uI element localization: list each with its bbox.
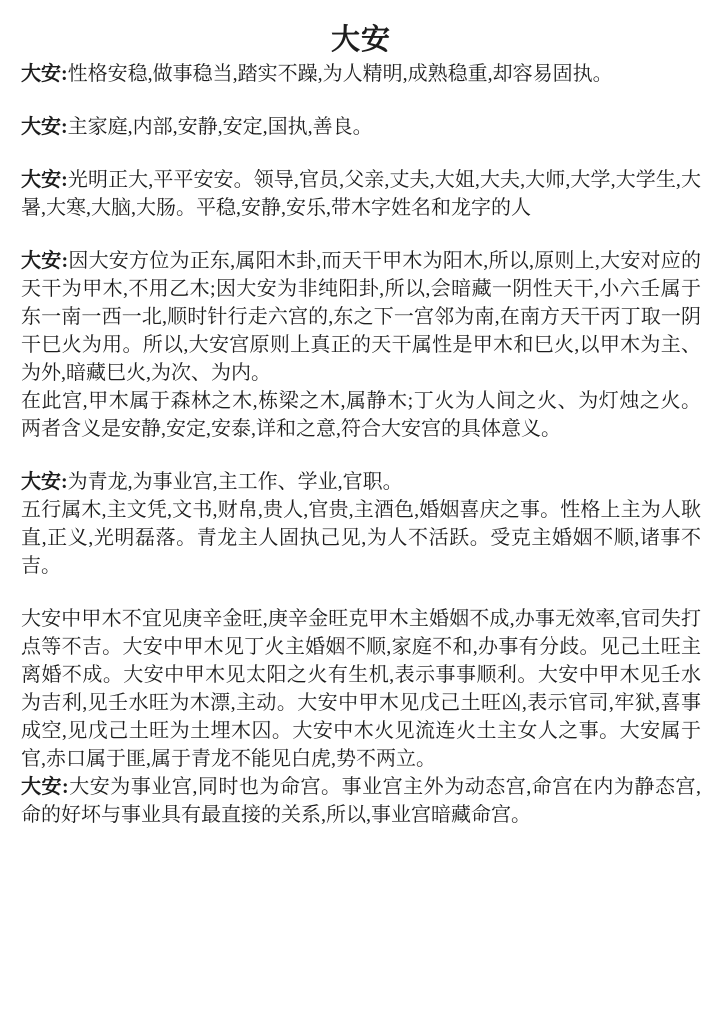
paragraph <box>21 605 701 773</box>
paragraph <box>21 60 701 88</box>
paragraph-text: 大安为事业宫,同时也为命宫。事业宫主外为动态宫,命宫在内为静态宫,命的好坏与事业具有最直接的关系,所以,事业宫暗藏命宫。 <box>21 776 701 826</box>
paragraph-text: 大安中甲木不宜见庚辛金旺,庚辛金旺克甲木主婚姻不成,办事无效率,官司失打点等不吉。大安中甲木见丁火主婚姻不顺,家庭不和,办事有分歧。见己土旺主离婚不成。大安中甲木见太阳之火有生机,表示事事顺利。大安中甲木见壬水为吉利,见壬水旺为木漂,主动。大安中甲木见戊己土旺凶,表示官司,牢狱,喜事成空,见戊己土旺为土埋木囚。大安中木火见流连火土主女人之事。大安属于官,赤口属于匪,属于青龙不能见白虎,势不两立。 <box>21 608 701 770</box>
paragraph-text: 在此宫,甲木属于森林之木,栋梁之木,属静木;丁火为人间之火、为灯烛之火。两者含义是安静,安定,安泰,详和之意,符合大安宫的具体意义。 <box>21 390 701 440</box>
paragraph-text: 性格安稳,做事稳当,踏实不躁,为人精明,成熟稳重,却容易固执。 <box>67 63 613 85</box>
paragraph <box>21 113 701 141</box>
paragraph-label: 大安: <box>21 250 69 272</box>
paragraph-label: 大安: <box>21 63 68 85</box>
paragraph <box>21 387 701 443</box>
paragraph <box>21 496 701 580</box>
paragraph-label: 大安: <box>21 169 68 191</box>
paragraph-text: 主家庭,内部,安静,安定,国执,善良。 <box>67 116 373 138</box>
paragraph <box>21 247 701 387</box>
paragraph-text: 为青龙,为事业宫,主工作、学业,官职。 <box>67 471 403 493</box>
paragraph <box>21 468 701 496</box>
paragraph-text: 因大安方位为正东,属阳木卦,而天干甲木为阳木,所以,原则上,大安对应的天干为甲木,不用乙木;因大安为非纯阳卦,所以,会暗藏一阴性天干,小六壬属于东一南一西一北,顺时针行走六宫的,东之下一宫邻为南,在南方天干丙丁取一阴干巳火为用。所以,大安宫原则上真正的天干属性是甲木和巳火,以甲木为主、为外,暗藏巳火,为次、为内。 <box>21 250 702 384</box>
paragraph-label: 大安: <box>21 776 69 798</box>
paragraph-label: 大安: <box>21 471 68 493</box>
page-title: 大安 <box>330 24 391 56</box>
paragraph <box>21 166 701 222</box>
paragraph-label: 大安: <box>21 116 68 138</box>
paragraph-text: 光明正大,平平安安。领导,官员,父亲,丈夫,大姐,大夫,大师,大学,大学生,大暑,大寒,大脑,大肠。平稳,安静,安乐,带木字姓名和龙字的人 <box>21 169 701 219</box>
paragraph <box>21 773 701 829</box>
paragraph-text: 五行属木,主文凭,文书,财帛,贵人,官贵,主酒色,婚姻喜庆之事。性格上主为人耿直,正义,光明磊落。青龙主人固执己见,为人不活跃。受克主婚姻不顺,诸事不吉。 <box>21 499 701 577</box>
